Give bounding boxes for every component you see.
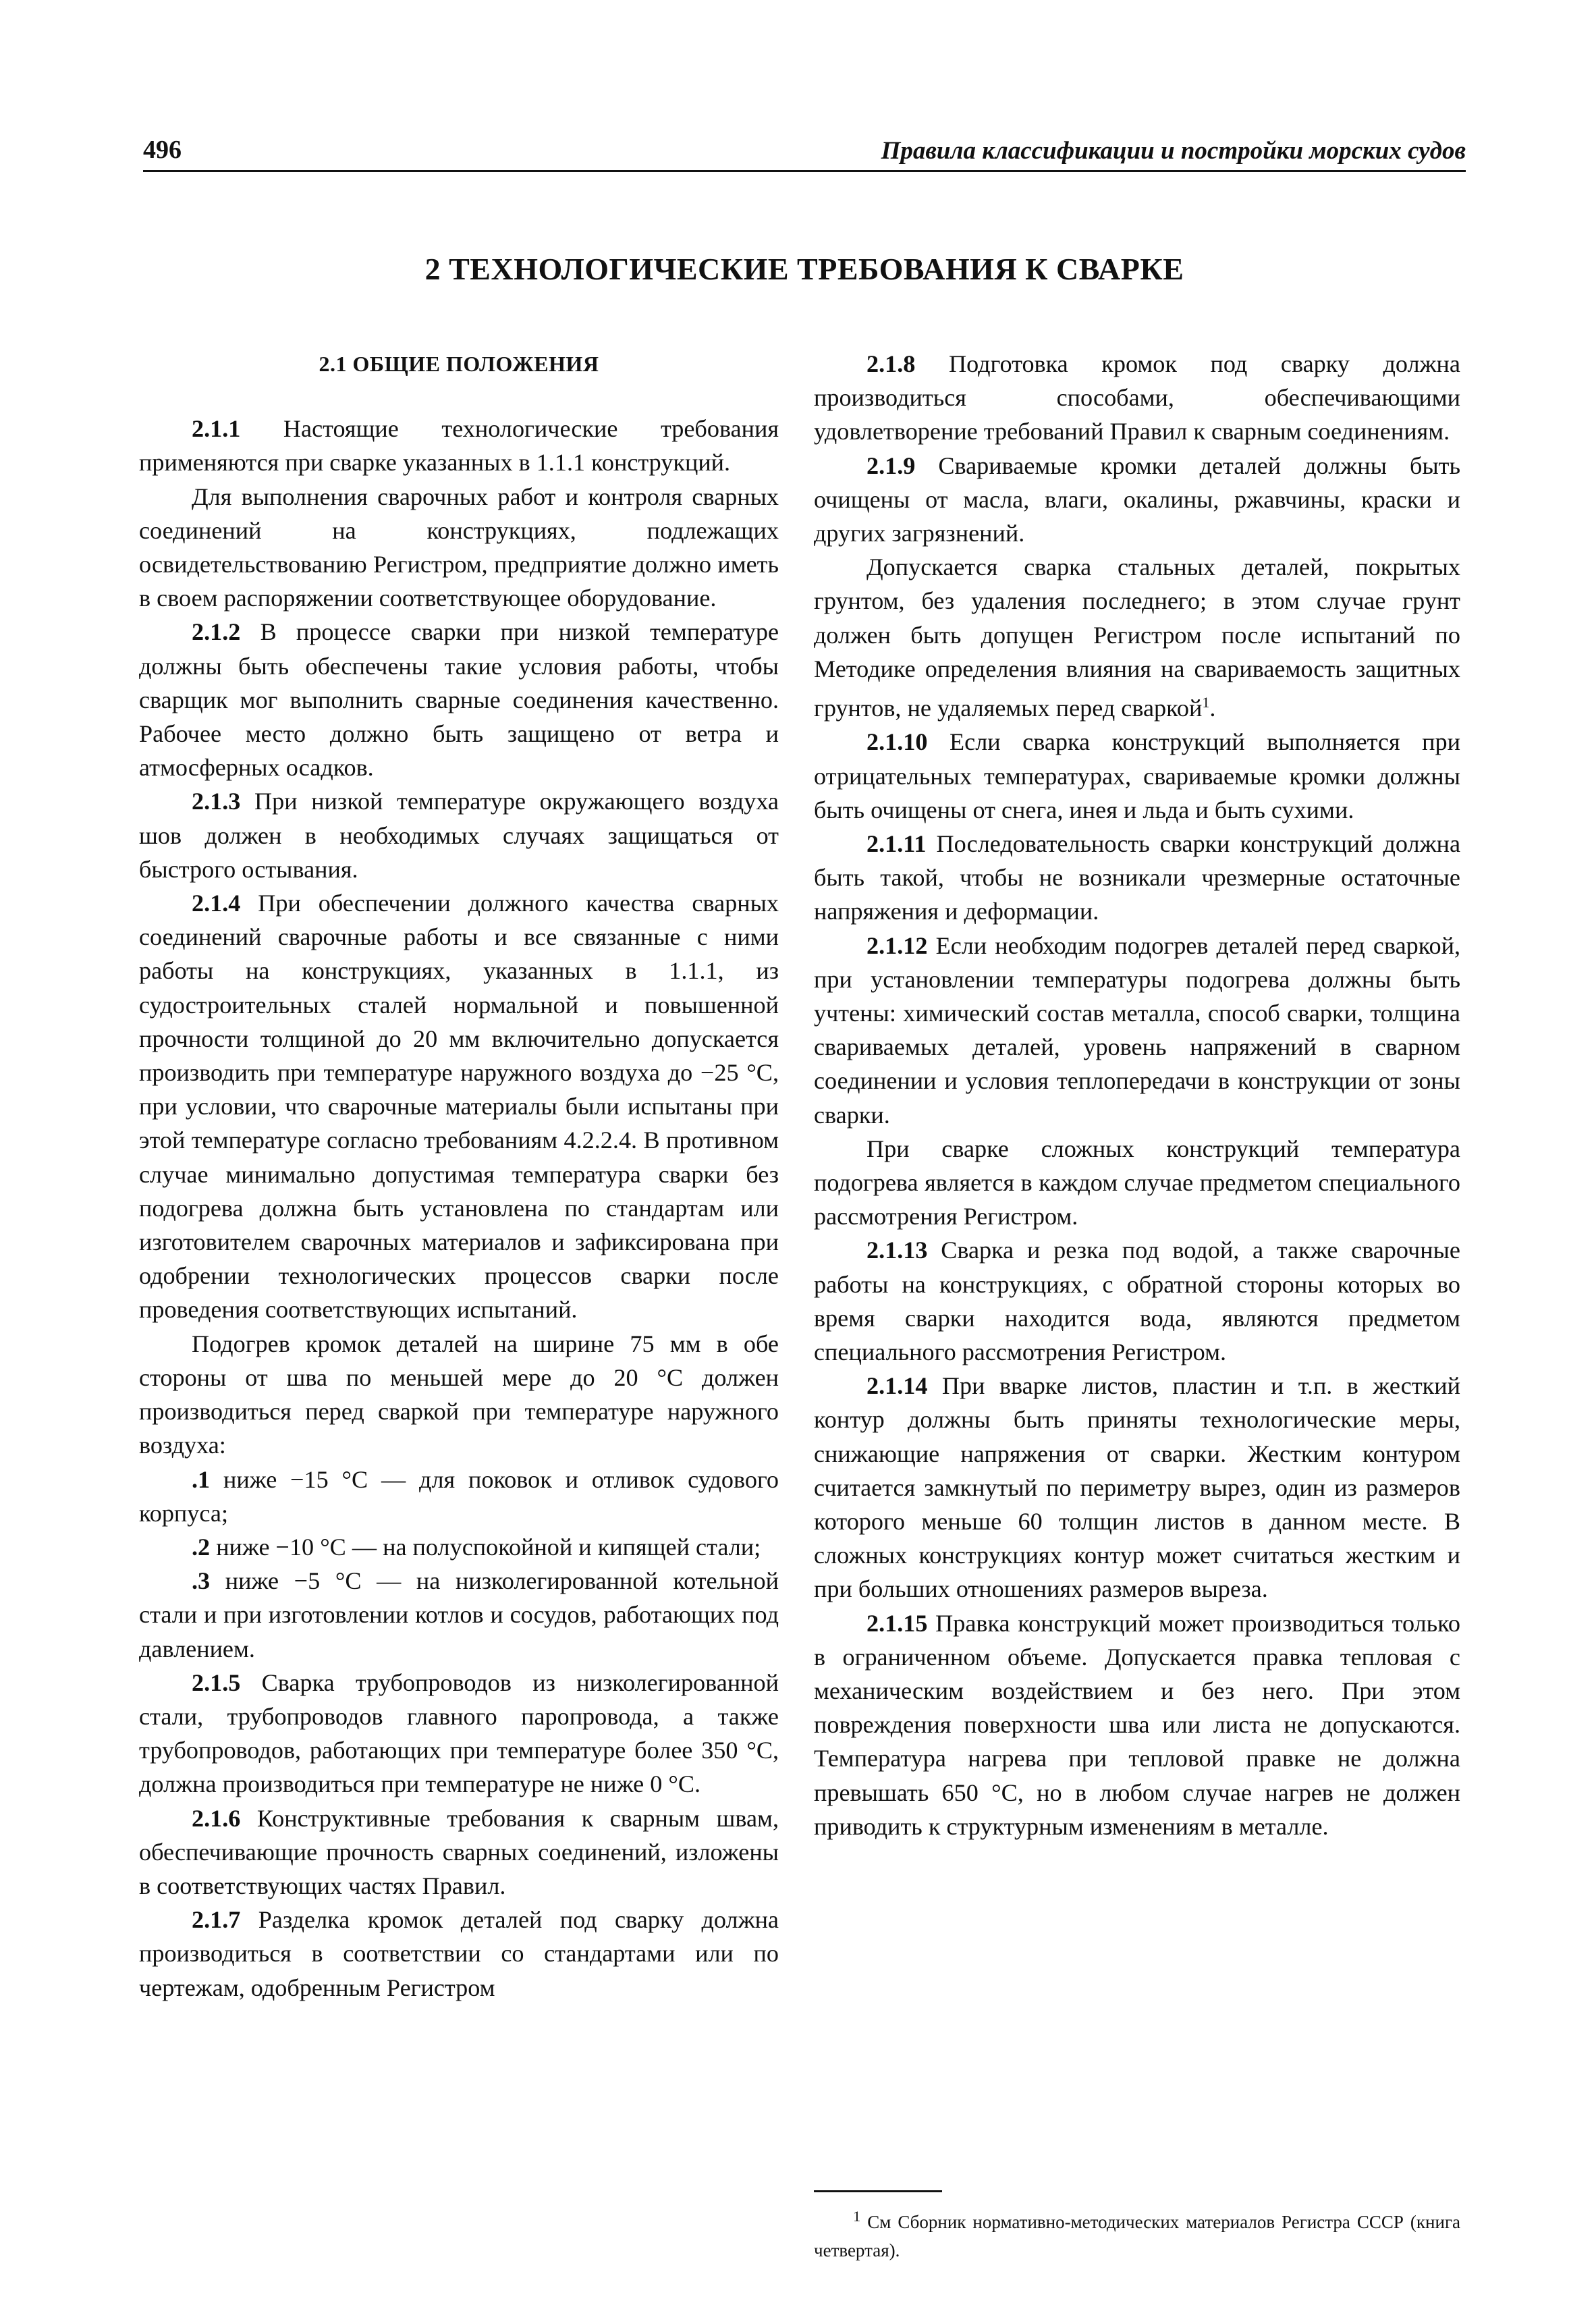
paragraph — [139, 1327, 779, 1463]
left-column — [139, 347, 779, 2005]
paragraph-text: При обеспечении должного качества сварных соединений сварочные работы и все связанные с ними работы на конструкциях, указанных в 1.1.1, из судостроительных сталей нормальной и повышенной прочности толщиной до 20 мм включительно допускается производить при температуре наружного воздуха до −25 °С, при условии, что сварочные материалы были испытаны при этой температуре согласно требованиям 4.2.2.4. В противном случае минимально допустимая температура сварки без подогрева должна быть установлена по стандартам или изготовителем сварочных материалов и зафиксирована при одобрении технологических процессов сварки после проведения соответствующих испытаний. — [139, 890, 779, 1324]
paragraph-text: Свариваемые кромки деталей должны быть очищены от масла, влаги, окалины, ржавчины, краски и других загрязнений. — [814, 452, 1460, 547]
paragraph — [139, 412, 779, 479]
paragraph-text: Допускается сварка стальных деталей, покрытых грунтом, без удаления последнего; в этом случае грунт должен быть допущен Регистром после испытаний по Методике определения влияния на свариваемость защитных грунтов, не удаляемых перед сваркой — [814, 553, 1460, 722]
paragraph-text: При сварке сложных конструкций температура подогрева является в каждом случае предметом специального рассмотрения Регистром. — [814, 1135, 1460, 1230]
paragraph — [139, 1801, 779, 1903]
chapter-title: 2 ТЕХНОЛОГИЧЕСКИЕ ТРЕБОВАНИЯ К СВАРКЕ — [424, 252, 1184, 286]
paragraph — [814, 929, 1460, 1132]
paragraph — [814, 827, 1460, 929]
paragraph — [814, 347, 1460, 449]
paragraph — [139, 480, 779, 616]
clause-number: 2.1.11 — [866, 830, 927, 857]
page-header — [143, 135, 1466, 170]
clause-number: 2.1.5 — [192, 1669, 241, 1696]
clause-number: 2.1.7 — [192, 1906, 241, 1934]
running-title: Правила классификации и постройки морских судов — [881, 137, 1466, 165]
footnote-mark: 1 — [853, 2208, 861, 2225]
paragraph-text: Настоящие технологические требования применяются при сварке указанных в 1.1.1 конструкций. — [139, 415, 779, 477]
clause-number: 2.1.3 — [192, 788, 241, 815]
clause-number: 2.1.10 — [866, 728, 928, 756]
paragraph-text: ниже −10 °С — на полуспокойной и кипящей стали; — [210, 1533, 761, 1561]
paragraph-text: Разделка кромок деталей под сварку должна производиться в соответствии со стандартами или по чертежам, одобренным Регистром — [139, 1906, 779, 2001]
clause-number: 2.1.13 — [866, 1237, 928, 1264]
section-title: 2.1 ОБЩИЕ ПОЛОЖЕНИЯ — [319, 352, 599, 376]
paragraph — [814, 1132, 1460, 1234]
paragraph-text: Подогрев кромок деталей на ширине 75 мм в обе стороны от шва по меньшей мере до 20 °С должен производиться перед сваркой при температуре наружного воздуха: — [139, 1330, 779, 1459]
paragraph — [139, 1463, 779, 1530]
paragraph — [814, 1233, 1460, 1369]
clause-number: .3 — [192, 1567, 211, 1595]
paragraph — [139, 784, 779, 886]
footnote-text: См Сборник нормативно-методических материалов Регистра СССР (книга четвертая). — [814, 2212, 1460, 2260]
paragraph — [139, 1903, 779, 2005]
paragraph — [139, 886, 779, 1327]
paragraph — [139, 615, 779, 784]
paragraph-text: При вварке листов, пластин и т.п. в жесткий контур должны быть приняты технологические меры, снижающие напряжения от сварки. Жестким контуром считается замкнутый по периметру вырез, один из размеров которого меньше 60 толщин листов в данном месте. В сложных конструкциях контур может считаться жестким и при больших отношениях размеров выреза. — [814, 1372, 1460, 1603]
clause-number: 2.1.1 — [192, 415, 241, 443]
paragraph — [814, 725, 1460, 827]
paragraph-text: Подготовка кромок под сварку должна производиться способами, обеспечивающими удовлетворение требований Правил к сварным соединениям. — [814, 350, 1460, 445]
paragraph — [814, 1369, 1460, 1606]
clause-number: 2.1.8 — [866, 350, 916, 377]
right-column — [814, 347, 1460, 1843]
paragraph — [814, 550, 1460, 725]
paragraph-text: Если необходим подогрев деталей перед сваркой, при установлении температуры подогрева должны быть учтены: химический состав металла, способ сварки, толщина свариваемых деталей, уровень напряжений в сварном соединении и условия теплопередачи в конструкции от зоны сварки. — [814, 931, 1460, 1129]
paragraph-text: ниже −5 °С — на низколегированной котельной стали и при изготовлении котлов и сосудов, работающих под давлением. — [139, 1567, 779, 1662]
footnote-reference: 1 — [1202, 694, 1210, 711]
clause-number: .2 — [192, 1533, 211, 1561]
paragraph — [139, 1530, 779, 1564]
footnote — [814, 2202, 1460, 2265]
clause-number: 2.1.2 — [192, 618, 241, 646]
paragraph-text: Для выполнения сварочных работ и контроля сварных соединений на конструкциях, подлежащих освидетельствованию Регистром, предприятие должно иметь в своем распоряжении соответствующее оборудование. — [139, 483, 779, 612]
paragraph-text: ниже −15 °С — для поковок и отливок судового корпуса; — [139, 1465, 779, 1527]
clause-number: 2.1.9 — [866, 452, 916, 479]
footnote-rule — [814, 2190, 942, 2192]
paragraph — [814, 1606, 1460, 1843]
clause-number: 2.1.15 — [866, 1609, 928, 1637]
paragraph-text: Сварка трубопроводов из низколегированной стали, трубопроводов главного паропровода, а также трубопроводов, работающих при температуре более 350 °С, должна производиться при температуре не ниже 0 °С. — [139, 1669, 779, 1798]
clause-number: 2.1.6 — [192, 1804, 241, 1832]
paragraph-text: Последовательность сварки конструкций должна быть такой, чтобы не возникали чрезмерные остаточные напряжения и деформации. — [814, 830, 1460, 925]
paragraph-text: Правка конструкций может производиться только в ограниченном объеме. Допускается правка тепловая с механическим воздействием и без него. При этом повреждения поверхности шва или листа не допускаются. Температура нагрева при тепловой правке не должна превышать 650 °С, но в любом случае нагрев не должен приводить к структурным изменениям в металле. — [814, 1609, 1460, 1840]
clause-number: 2.1.4 — [192, 890, 241, 917]
paragraph — [139, 1564, 779, 1666]
paragraph-text: Если сварка конструкций выполняется при отрицательных температурах, свариваемые кромки должны быть очищены от снега, инея и льда и быть сухими. — [814, 728, 1460, 823]
paragraph-text: Сварка и резка под водой, а также сварочные работы на конструкциях, с обратной стороны которых во время сварки находится вода, являются предметом специального рассмотрения Регистром. — [814, 1237, 1460, 1365]
paragraph-text: Конструктивные требования к сварным швам, обеспечивающие прочность сварных соединений, изложены в соответствующих частях Правил. — [139, 1804, 779, 1899]
clause-number: 2.1.14 — [866, 1372, 928, 1400]
clause-number: .1 — [192, 1465, 211, 1493]
paragraph — [814, 449, 1460, 551]
page-number: 496 — [143, 136, 182, 164]
paragraph-tail: . — [1209, 695, 1216, 722]
paragraph-text: При низкой температуре окружающего воздуха шов должен в необходимых случаях защищаться от быстрого остывания. — [139, 788, 779, 883]
header-rule — [143, 170, 1466, 172]
clause-number: 2.1.12 — [866, 931, 928, 959]
paragraph — [139, 1666, 779, 1801]
paragraph-text: В процессе сварки при низкой температуре должны быть обеспечены такие условия работы, чтобы сварщик мог выполнить сварные соединения качественно. Рабочее место должно быть защищено от ветра и атмосферных осадков. — [139, 618, 779, 782]
